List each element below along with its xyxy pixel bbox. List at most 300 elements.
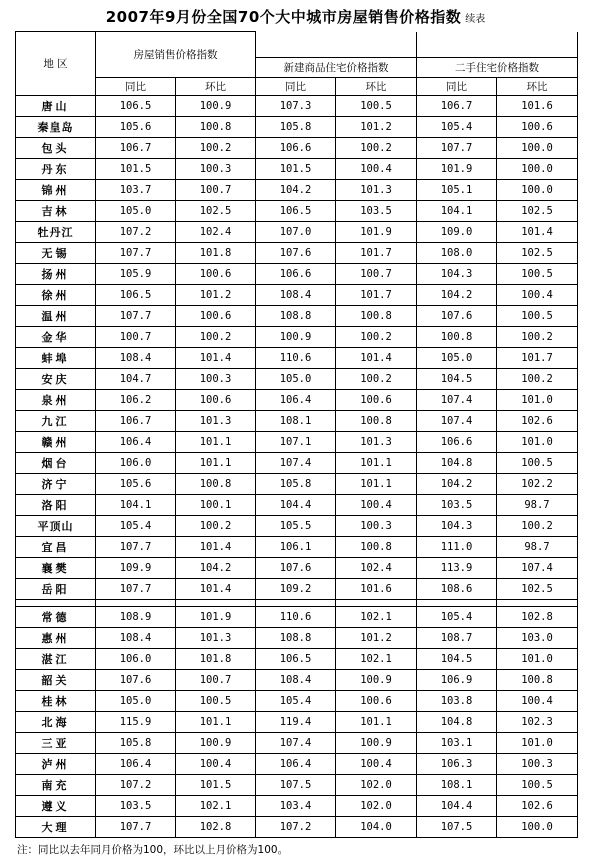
index-value: 109.9 xyxy=(96,558,176,579)
table-row xyxy=(16,390,578,411)
city-name: 无锡 xyxy=(16,243,96,264)
index-value: 106.0 xyxy=(96,453,176,474)
index-value: 101.5 xyxy=(256,159,336,180)
index-value: 108.1 xyxy=(417,775,497,796)
index-value: 100.3 xyxy=(497,754,578,775)
index-value: 107.4 xyxy=(497,558,578,579)
table-row xyxy=(16,558,578,579)
table-gap xyxy=(16,600,578,607)
table-row xyxy=(16,754,578,775)
index-value: 101.4 xyxy=(336,348,417,369)
index-value: 100.4 xyxy=(336,159,417,180)
index-value: 101.1 xyxy=(176,453,256,474)
index-value: 109.2 xyxy=(256,579,336,600)
index-value: 104.4 xyxy=(256,495,336,516)
city-name: 泸州 xyxy=(16,754,96,775)
title-suffix: 续表 xyxy=(465,14,486,25)
city-name: 赣州 xyxy=(16,432,96,453)
group-header-all: 房屋销售价格指数 xyxy=(96,32,256,78)
table-row xyxy=(16,495,578,516)
index-value: 105.4 xyxy=(417,607,497,628)
table-row xyxy=(16,411,578,432)
index-value: 101.4 xyxy=(176,348,256,369)
index-value: 100.0 xyxy=(497,159,578,180)
index-value: 100.3 xyxy=(176,369,256,390)
city-name: 南充 xyxy=(16,775,96,796)
index-value: 107.2 xyxy=(256,817,336,838)
index-value: 108.4 xyxy=(256,285,336,306)
index-value: 104.2 xyxy=(417,285,497,306)
index-value: 100.2 xyxy=(336,327,417,348)
index-value: 106.9 xyxy=(417,670,497,691)
table-row xyxy=(16,516,578,537)
index-value: 107.7 xyxy=(96,243,176,264)
index-value: 102.2 xyxy=(497,474,578,495)
index-value: 104.3 xyxy=(417,516,497,537)
index-value: 106.0 xyxy=(96,649,176,670)
index-value: 101.1 xyxy=(336,712,417,733)
index-value: 119.4 xyxy=(256,712,336,733)
index-value: 100.9 xyxy=(176,733,256,754)
index-value: 100.8 xyxy=(497,670,578,691)
index-value: 100.5 xyxy=(176,691,256,712)
index-value: 106.5 xyxy=(96,96,176,117)
city-name: 蚌埠 xyxy=(16,348,96,369)
index-value: 104.1 xyxy=(417,201,497,222)
index-value: 107.2 xyxy=(96,775,176,796)
price-index-table xyxy=(15,31,578,838)
index-value: 107.1 xyxy=(256,432,336,453)
index-value: 106.7 xyxy=(96,138,176,159)
city-name: 平顶山 xyxy=(16,516,96,537)
city-name: 金华 xyxy=(16,327,96,348)
city-name: 北海 xyxy=(16,712,96,733)
index-value: 108.4 xyxy=(256,670,336,691)
index-value: 104.2 xyxy=(417,474,497,495)
city-name: 桂林 xyxy=(16,691,96,712)
index-value: 108.9 xyxy=(96,607,176,628)
index-value: 105.4 xyxy=(96,516,176,537)
index-value: 104.8 xyxy=(417,453,497,474)
index-value: 104.2 xyxy=(256,180,336,201)
index-value: 100.7 xyxy=(176,180,256,201)
index-value: 100.4 xyxy=(336,754,417,775)
index-value: 108.4 xyxy=(96,348,176,369)
index-value: 100.6 xyxy=(176,306,256,327)
index-value: 105.6 xyxy=(96,474,176,495)
index-value: 100.9 xyxy=(336,670,417,691)
index-value: 107.7 xyxy=(96,537,176,558)
table-row xyxy=(16,201,578,222)
group-header-used: 二手住宅价格指数 xyxy=(417,58,578,78)
index-value: 106.2 xyxy=(96,390,176,411)
index-value: 102.3 xyxy=(497,712,578,733)
index-value: 100.2 xyxy=(497,369,578,390)
index-value: 101.1 xyxy=(176,432,256,453)
index-value: 100.4 xyxy=(497,285,578,306)
index-value: 100.6 xyxy=(336,691,417,712)
index-value: 100.7 xyxy=(176,670,256,691)
index-value: 102.1 xyxy=(336,607,417,628)
index-value: 106.1 xyxy=(256,537,336,558)
table-row xyxy=(16,348,578,369)
table-row xyxy=(16,453,578,474)
index-value: 106.6 xyxy=(256,138,336,159)
index-value: 101.6 xyxy=(336,579,417,600)
city-name: 牡丹江 xyxy=(16,222,96,243)
index-value: 102.5 xyxy=(176,201,256,222)
index-value: 103.5 xyxy=(336,201,417,222)
index-value: 101.0 xyxy=(497,390,578,411)
index-value: 106.4 xyxy=(96,754,176,775)
index-value: 104.5 xyxy=(417,649,497,670)
index-value: 101.6 xyxy=(497,96,578,117)
index-value: 100.9 xyxy=(256,327,336,348)
index-value: 100.6 xyxy=(176,390,256,411)
index-value: 104.5 xyxy=(417,369,497,390)
index-value: 107.7 xyxy=(96,817,176,838)
city-name: 三亚 xyxy=(16,733,96,754)
city-name: 烟台 xyxy=(16,453,96,474)
index-value: 106.6 xyxy=(417,432,497,453)
index-value: 103.4 xyxy=(256,796,336,817)
index-value: 101.4 xyxy=(176,537,256,558)
index-value: 106.4 xyxy=(96,432,176,453)
index-value: 100.8 xyxy=(336,306,417,327)
index-value: 107.4 xyxy=(417,390,497,411)
spacer-used xyxy=(417,32,578,58)
index-value: 101.5 xyxy=(96,159,176,180)
index-value: 101.3 xyxy=(336,180,417,201)
index-value: 101.0 xyxy=(497,649,578,670)
table-body-part2 xyxy=(16,607,578,838)
index-value: 100.6 xyxy=(336,390,417,411)
index-value: 104.0 xyxy=(336,817,417,838)
city-name: 吉林 xyxy=(16,201,96,222)
index-value: 115.9 xyxy=(96,712,176,733)
index-value: 101.1 xyxy=(336,474,417,495)
index-value: 101.3 xyxy=(176,628,256,649)
index-value: 100.9 xyxy=(336,733,417,754)
city-name: 济宁 xyxy=(16,474,96,495)
footnote: 注：同比以去年同月价格为100，环比以上月价格为100。 xyxy=(17,844,289,856)
col-yoy-new: 同比 xyxy=(256,78,336,96)
index-value: 101.5 xyxy=(176,775,256,796)
table-row xyxy=(16,264,578,285)
table-row xyxy=(16,649,578,670)
index-value: 106.4 xyxy=(256,390,336,411)
index-value: 108.0 xyxy=(417,243,497,264)
city-name: 温州 xyxy=(16,306,96,327)
index-value: 106.6 xyxy=(256,264,336,285)
index-value: 107.5 xyxy=(256,775,336,796)
table-row xyxy=(16,96,578,117)
index-value: 107.4 xyxy=(417,411,497,432)
index-value: 100.0 xyxy=(497,180,578,201)
table-row xyxy=(16,138,578,159)
index-value: 101.4 xyxy=(176,579,256,600)
index-value: 100.7 xyxy=(336,264,417,285)
table-row xyxy=(16,691,578,712)
index-value: 98.7 xyxy=(497,495,578,516)
index-value: 107.6 xyxy=(417,306,497,327)
region-header: 地 区 xyxy=(16,32,96,96)
index-value: 102.4 xyxy=(176,222,256,243)
table-row xyxy=(16,327,578,348)
index-value: 107.7 xyxy=(417,138,497,159)
city-name: 九江 xyxy=(16,411,96,432)
index-value: 101.9 xyxy=(417,159,497,180)
index-value: 102.5 xyxy=(497,201,578,222)
index-value: 106.5 xyxy=(256,649,336,670)
index-value: 100.9 xyxy=(176,96,256,117)
index-value: 108.8 xyxy=(256,628,336,649)
city-name: 泉州 xyxy=(16,390,96,411)
index-value: 104.8 xyxy=(417,712,497,733)
city-name: 包头 xyxy=(16,138,96,159)
col-yoy-used: 同比 xyxy=(417,78,497,96)
index-value: 101.8 xyxy=(176,649,256,670)
col-mom-all: 环比 xyxy=(176,78,256,96)
index-value: 100.3 xyxy=(336,516,417,537)
index-value: 102.6 xyxy=(497,411,578,432)
index-value: 107.4 xyxy=(256,453,336,474)
table-row xyxy=(16,222,578,243)
index-value: 106.3 xyxy=(417,754,497,775)
index-value: 101.4 xyxy=(497,222,578,243)
index-value: 100.4 xyxy=(176,754,256,775)
index-value: 100.0 xyxy=(497,138,578,159)
index-value: 103.5 xyxy=(417,495,497,516)
index-value: 100.6 xyxy=(497,117,578,138)
index-value: 100.3 xyxy=(176,159,256,180)
index-value: 104.1 xyxy=(96,495,176,516)
index-value: 101.2 xyxy=(176,285,256,306)
title-bar xyxy=(0,6,591,28)
index-value: 105.0 xyxy=(417,348,497,369)
index-value: 107.0 xyxy=(256,222,336,243)
city-name: 惠州 xyxy=(16,628,96,649)
index-value: 107.2 xyxy=(96,222,176,243)
index-value: 101.0 xyxy=(497,432,578,453)
table-row xyxy=(16,537,578,558)
table-row xyxy=(16,474,578,495)
city-name: 秦皇岛 xyxy=(16,117,96,138)
index-value: 107.7 xyxy=(96,306,176,327)
index-value: 104.3 xyxy=(417,264,497,285)
city-name: 襄樊 xyxy=(16,558,96,579)
index-value: 101.1 xyxy=(336,453,417,474)
index-value: 102.1 xyxy=(176,796,256,817)
index-value: 101.7 xyxy=(336,285,417,306)
index-value: 101.9 xyxy=(336,222,417,243)
index-value: 110.6 xyxy=(256,607,336,628)
index-value: 107.6 xyxy=(256,558,336,579)
index-value: 100.4 xyxy=(336,495,417,516)
table-row xyxy=(16,180,578,201)
col-yoy-all: 同比 xyxy=(96,78,176,96)
table-row xyxy=(16,796,578,817)
index-value: 108.1 xyxy=(256,411,336,432)
index-value: 100.6 xyxy=(176,264,256,285)
index-value: 101.7 xyxy=(497,348,578,369)
index-value: 100.5 xyxy=(497,306,578,327)
table-row xyxy=(16,817,578,838)
index-value: 100.2 xyxy=(336,369,417,390)
table-row xyxy=(16,607,578,628)
index-value: 100.2 xyxy=(497,516,578,537)
city-name: 丹东 xyxy=(16,159,96,180)
index-value: 113.9 xyxy=(417,558,497,579)
index-value: 103.7 xyxy=(96,180,176,201)
table-row xyxy=(16,285,578,306)
index-value: 100.0 xyxy=(497,817,578,838)
city-name: 大理 xyxy=(16,817,96,838)
index-value: 101.8 xyxy=(176,243,256,264)
city-name: 锦州 xyxy=(16,180,96,201)
index-value: 107.6 xyxy=(96,670,176,691)
table-row xyxy=(16,117,578,138)
index-value: 100.8 xyxy=(176,474,256,495)
index-value: 106.7 xyxy=(417,96,497,117)
city-name: 岳阳 xyxy=(16,579,96,600)
index-value: 101.0 xyxy=(497,733,578,754)
index-value: 101.7 xyxy=(336,243,417,264)
index-value: 100.1 xyxy=(176,495,256,516)
index-value: 100.8 xyxy=(336,411,417,432)
index-value: 103.5 xyxy=(96,796,176,817)
index-value: 100.2 xyxy=(176,327,256,348)
index-value: 100.2 xyxy=(176,138,256,159)
city-name: 韶关 xyxy=(16,670,96,691)
index-value: 103.8 xyxy=(417,691,497,712)
index-value: 107.5 xyxy=(417,817,497,838)
table-row xyxy=(16,306,578,327)
index-value: 105.4 xyxy=(256,691,336,712)
index-value: 105.0 xyxy=(96,201,176,222)
index-value: 105.1 xyxy=(417,180,497,201)
city-name: 安庆 xyxy=(16,369,96,390)
index-value: 105.9 xyxy=(96,264,176,285)
index-value: 102.8 xyxy=(497,607,578,628)
city-name: 扬州 xyxy=(16,264,96,285)
index-value: 105.8 xyxy=(256,474,336,495)
table-row xyxy=(16,775,578,796)
index-value: 100.5 xyxy=(497,264,578,285)
index-value: 100.2 xyxy=(497,327,578,348)
index-value: 101.1 xyxy=(176,712,256,733)
index-value: 100.8 xyxy=(176,117,256,138)
index-value: 102.4 xyxy=(336,558,417,579)
index-value: 103.0 xyxy=(497,628,578,649)
index-value: 108.7 xyxy=(417,628,497,649)
index-value: 107.3 xyxy=(256,96,336,117)
index-value: 104.2 xyxy=(176,558,256,579)
city-name: 唐山 xyxy=(16,96,96,117)
index-value: 105.0 xyxy=(96,691,176,712)
index-value: 98.7 xyxy=(497,537,578,558)
index-value: 104.4 xyxy=(417,796,497,817)
table-row xyxy=(16,628,578,649)
index-value: 108.4 xyxy=(96,628,176,649)
index-value: 106.5 xyxy=(256,201,336,222)
city-name: 徐州 xyxy=(16,285,96,306)
index-value: 100.7 xyxy=(96,327,176,348)
table-row xyxy=(16,159,578,180)
index-value: 100.8 xyxy=(336,537,417,558)
index-value: 105.4 xyxy=(417,117,497,138)
index-value: 109.0 xyxy=(417,222,497,243)
index-value: 107.6 xyxy=(256,243,336,264)
index-value: 106.5 xyxy=(96,285,176,306)
index-value: 102.8 xyxy=(176,817,256,838)
page-title: 2007年9月份全国70个大中城市房屋销售价格指数 xyxy=(105,8,462,26)
index-value: 104.7 xyxy=(96,369,176,390)
col-mom-new: 环比 xyxy=(336,78,417,96)
index-value: 102.0 xyxy=(336,775,417,796)
index-value: 100.5 xyxy=(336,96,417,117)
index-value: 100.8 xyxy=(417,327,497,348)
index-value: 105.0 xyxy=(256,369,336,390)
index-value: 107.7 xyxy=(96,579,176,600)
city-name: 湛江 xyxy=(16,649,96,670)
index-value: 100.5 xyxy=(497,775,578,796)
index-value: 102.5 xyxy=(497,243,578,264)
index-value: 105.8 xyxy=(256,117,336,138)
index-value: 105.5 xyxy=(256,516,336,537)
city-name: 宜昌 xyxy=(16,537,96,558)
index-value: 105.6 xyxy=(96,117,176,138)
index-value: 110.6 xyxy=(256,348,336,369)
table-row xyxy=(16,432,578,453)
index-value: 107.4 xyxy=(256,733,336,754)
index-value: 102.5 xyxy=(497,579,578,600)
index-value: 106.7 xyxy=(96,411,176,432)
index-value: 101.2 xyxy=(336,117,417,138)
group-header-new: 新建商品住宅价格指数 xyxy=(256,58,417,78)
table-row xyxy=(16,670,578,691)
index-value: 100.2 xyxy=(336,138,417,159)
index-value: 101.3 xyxy=(336,432,417,453)
index-value: 101.2 xyxy=(336,628,417,649)
city-name: 常德 xyxy=(16,607,96,628)
index-value: 106.4 xyxy=(256,754,336,775)
table-row xyxy=(16,712,578,733)
index-value: 102.1 xyxy=(336,649,417,670)
index-value: 108.8 xyxy=(256,306,336,327)
index-value: 108.6 xyxy=(417,579,497,600)
index-value: 101.9 xyxy=(176,607,256,628)
table-row xyxy=(16,579,578,600)
index-value: 100.5 xyxy=(497,453,578,474)
index-value: 102.0 xyxy=(336,796,417,817)
index-value: 105.8 xyxy=(96,733,176,754)
table-body-part1 xyxy=(16,96,578,600)
table-row xyxy=(16,243,578,264)
index-value: 111.0 xyxy=(417,537,497,558)
index-value: 100.2 xyxy=(176,516,256,537)
city-name: 遵义 xyxy=(16,796,96,817)
index-value: 102.6 xyxy=(497,796,578,817)
city-name: 洛阳 xyxy=(16,495,96,516)
index-value: 103.1 xyxy=(417,733,497,754)
index-value: 101.3 xyxy=(176,411,256,432)
table-row xyxy=(16,369,578,390)
spacer-new xyxy=(256,32,417,58)
table-row xyxy=(16,733,578,754)
index-value: 100.4 xyxy=(497,691,578,712)
col-mom-used: 环比 xyxy=(497,78,578,96)
